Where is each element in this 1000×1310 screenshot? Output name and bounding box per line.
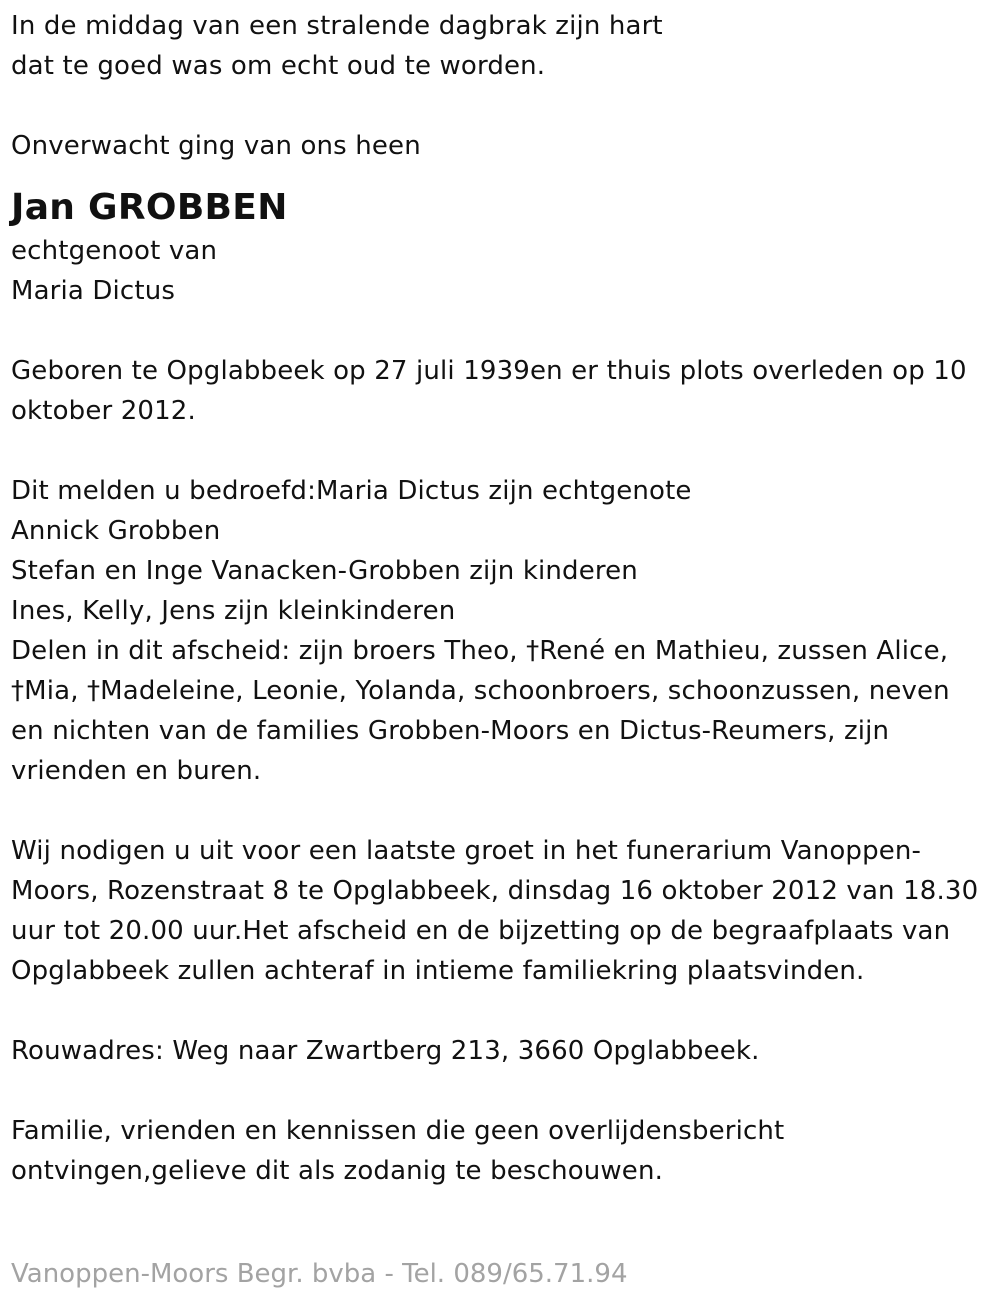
mourners-line-5: Delen in dit afscheid: zijn broers Theo, †René en Mathieu, zussen Alice, <box>11 636 949 666</box>
invitation-line-1: Wij nodigen u uit voor een laatste groet in het funerarium Vanoppen- <box>11 836 922 866</box>
notice-line-2: ontvingen,gelieve dit als zodanig te beschouwen. <box>11 1156 663 1186</box>
mourning-address: Rouwadres: Weg naar Zwartberg 213, 3660 Opglabbeek. <box>11 1036 760 1066</box>
spacer <box>11 991 986 1031</box>
mourners-line-2: Annick Grobben <box>11 516 221 546</box>
spacer <box>11 86 986 126</box>
invitation-line-2: Moors, Rozenstraat 8 te Opglabbeek, dinsdag 16 oktober 2012 van 18.30 <box>11 876 979 906</box>
intro-line-1: In de middag van een stralende dagbrak zijn hart <box>11 11 663 41</box>
spouse-name: Maria Dictus <box>11 276 176 306</box>
notice-section <box>11 1111 986 1191</box>
birth-death-section <box>11 351 986 431</box>
invitation-line-4: Opglabbeek zullen achteraf in intieme familiekring plaatsvinden. <box>11 956 865 986</box>
mourners-line-6: †Mia, †Madeleine, Leonie, Yolanda, schoonbroers, schoonzussen, neven <box>11 676 950 706</box>
intro-line-2: dat te goed was om echt oud te worden. <box>11 51 546 81</box>
notice-line-1: Familie, vrienden en kennissen die geen overlijdensbericht <box>11 1116 785 1146</box>
spacer <box>11 1071 986 1111</box>
mourners-line-1: Dit melden u bedroefd:Maria Dictus zijn echtgenote <box>11 476 692 506</box>
address-section <box>11 1031 986 1071</box>
spacer <box>11 311 986 351</box>
birth-death-line-1: Geboren te Opglabbeek op 27 juli 1939en er thuis plots overleden op 10 <box>11 356 967 386</box>
mourners-line-8: vrienden en buren. <box>11 756 262 786</box>
funeral-home-footer: Vanoppen-Moors Begr. bvba - Tel. 089/65.71.94 <box>11 1259 628 1289</box>
birth-death-line-2: oktober 2012. <box>11 396 196 426</box>
deceased-section <box>11 188 986 311</box>
relation-text: echtgenoot van <box>11 236 218 266</box>
intro-section <box>11 6 986 166</box>
intro-line-3: Onverwacht ging van ons heen <box>11 131 421 161</box>
spacer <box>11 791 986 831</box>
mourners-line-3: Stefan en Inge Vanacken-Grobben zijn kinderen <box>11 556 638 586</box>
mourners-section <box>11 471 986 791</box>
mourners-line-4: Ines, Kelly, Jens zijn kleinkinderen <box>11 596 456 626</box>
spacer <box>11 431 986 471</box>
deceased-name: Jan GROBBEN <box>11 187 288 228</box>
invitation-line-3: uur tot 20.00 uur.Het afscheid en de bijzetting op de begraafplaats van <box>11 916 951 946</box>
invitation-section <box>11 831 986 991</box>
obituary-document <box>11 6 986 1191</box>
mourners-line-7: en nichten van de families Grobben-Moors en Dictus-Reumers, zijn <box>11 716 890 746</box>
